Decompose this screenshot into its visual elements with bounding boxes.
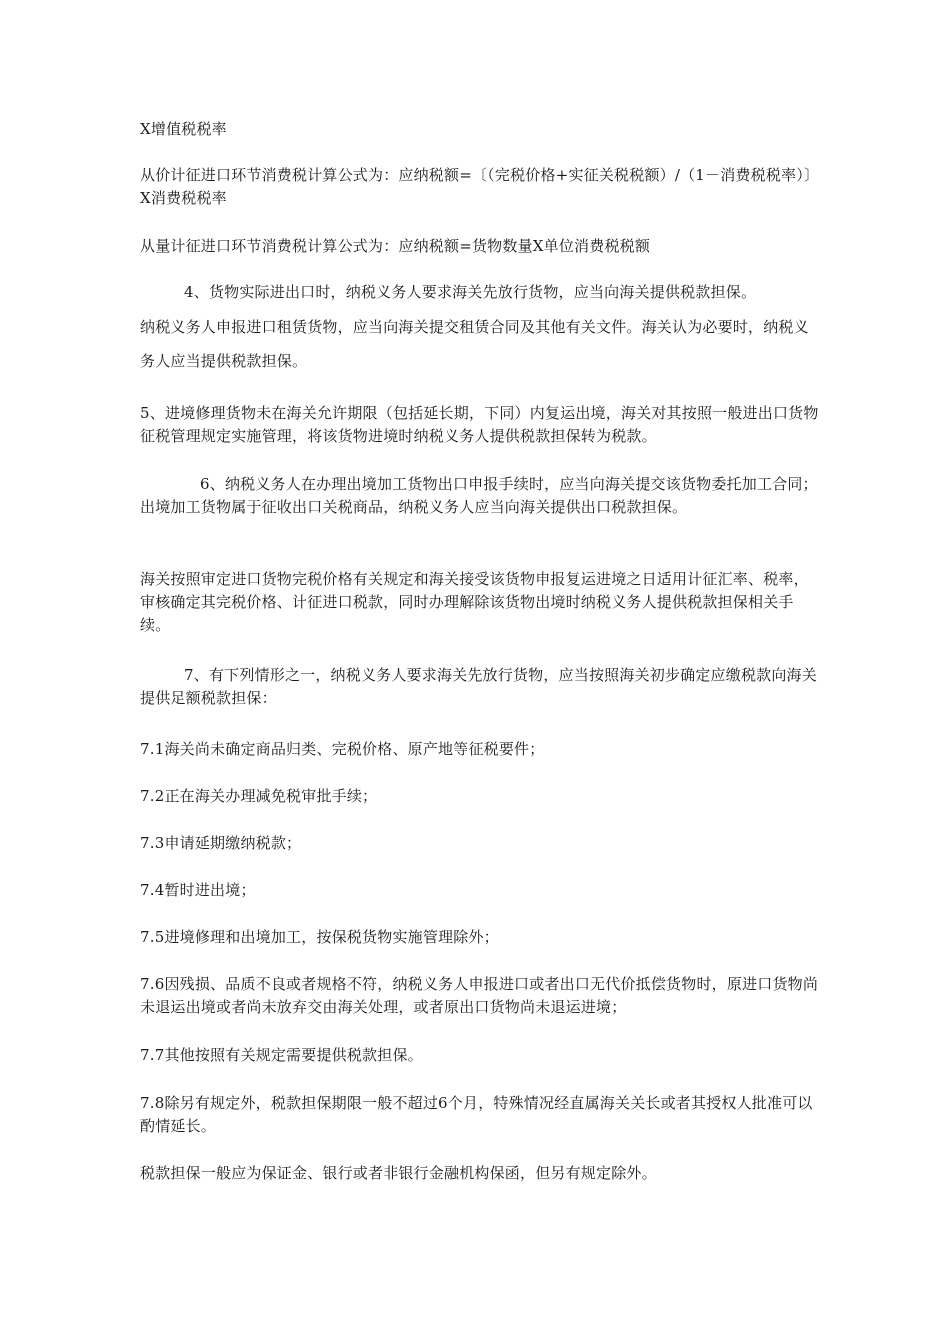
paragraph-item-7-3: 7.3申请延期缴纳税款； [140, 834, 302, 852]
paragraph-customs-review: 海关按照审定进口货物完税价格有关规定和海关接受该货物申报复运进境之日适用计征汇率、税率，审核确定其完税价格、计征进口税款，同时办理解除该货物出境时纳税义务人提供税款担保相关手续。 [140, 570, 809, 634]
paragraph-item-6: 6、纳税义务人在办理出境加工货物出口申报手续时，应当向海关提交该货物委托加工合同；出境加工货物属于征收出口关税商品，纳税义务人应当向海关提供出口税款担保。 [140, 475, 818, 516]
paragraph-item-7-2: 7.2正在海关办理减免税审批手续； [140, 787, 378, 805]
paragraph-item-7-1: 7.1海关尚未确定商品归类、完税价格、原产地等征税要件； [140, 740, 545, 758]
paragraph-item-7-4: 7.4暂时进出境； [140, 881, 256, 899]
paragraph-item-7-7: 7.7其他按照有关规定需要提供税款担保。 [140, 1046, 423, 1064]
paragraph-item-7-5: 7.5进境修理和出境加工，按保税货物实施管理除外； [140, 928, 499, 946]
paragraph-ad-valorem-formula: 从价计征进口环节消费税计算公式为：应纳税额=〔（完税价格+实征关税税额）/（1－消费税税率）〕X消费税税率 [140, 166, 820, 207]
paragraph-vat-rate: X增值税税率 [140, 120, 227, 138]
paragraph-lease-goods: 纳税义务人申报进口租赁货物，应当向海关提交租赁合同及其他有关文件。海关认为必要时，纳税义务人应当提供税款担保。 [140, 318, 809, 370]
paragraph-item-4: 4、货物实际进出口时，纳税义务人要求海关先放行货物，应当向海关提供税款担保。 [184, 283, 757, 301]
paragraph-guarantee-forms: 税款担保一般应为保证金、银行或者非银行金融机构保函，但另有规定除外。 [140, 1164, 657, 1182]
paragraph-item-5: 5、进境修理货物未在海关允许期限（包括延长期，下同）内复运出境，海关对其按照一般进出口货物征税管理规定实施管理，将该货物进境时纳税义务人提供税款担保转为税款。 [140, 404, 819, 445]
paragraph-specific-formula: 从量计征进口环节消费税计算公式为：应纳税额=货物数量X单位消费税税额 [140, 237, 651, 255]
paragraph-item-7-6: 7.6因残损、品质不良或者规格不符，纳税义务人申报进口或者出口无代价抵偿货物时，原进口货物尚未退运出境或者尚未放弃交由海关处理，或者原出口货物尚未退运进境； [140, 975, 819, 1016]
paragraph-item-7: 7、有下列情形之一，纳税义务人要求海关先放行货物，应当按照海关初步确定应缴税款向海关提供足额税款担保： [140, 666, 817, 707]
paragraph-item-7-8: 7.8除另有规定外，税款担保期限一般不超过6个月，特殊情况经直属海关关长或者其授权人批准可以酌情延长。 [140, 1094, 813, 1135]
